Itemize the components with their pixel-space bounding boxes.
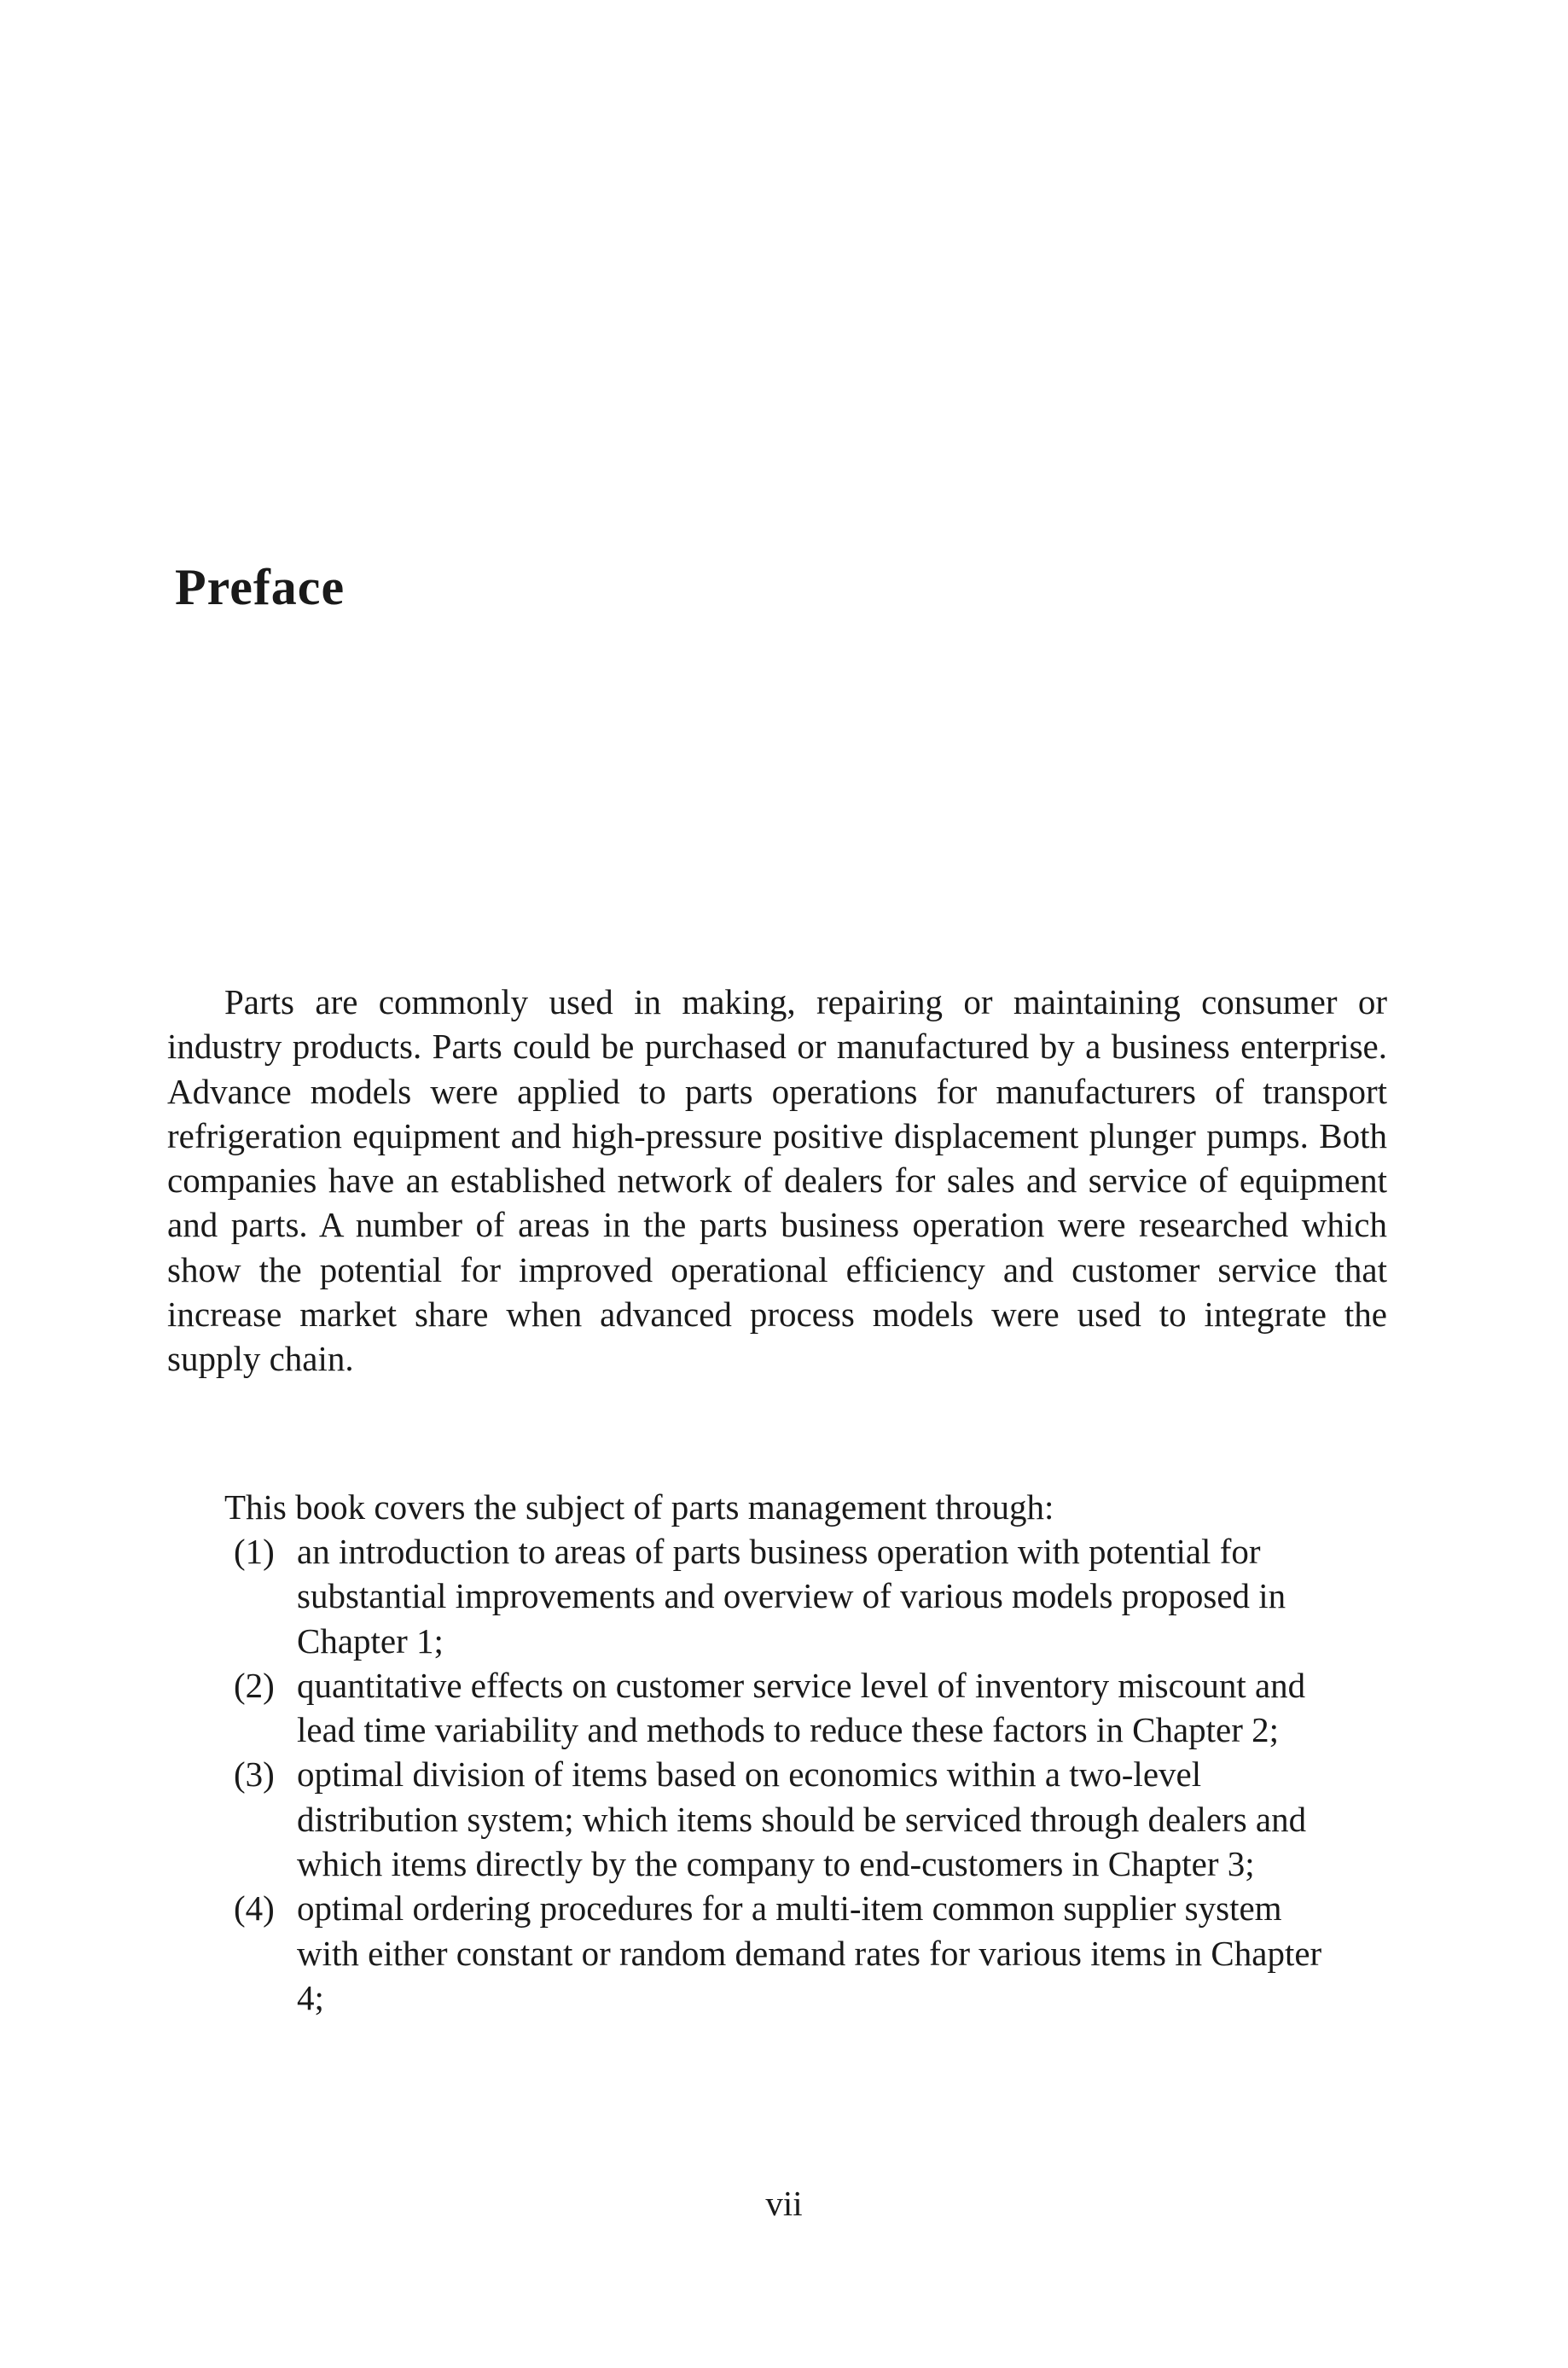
list-item — [167, 1529, 1387, 1663]
list-item-text: optimal division of items based on economics within a two-level distribution system; which items should be serviced through dealers and which items directly by the company to end-customers in Chapter 3; — [297, 1754, 1307, 1884]
list-item — [167, 1752, 1387, 1886]
list-item — [167, 1886, 1387, 2020]
list-intro: This book covers the subject of parts management through: — [224, 1487, 1054, 1527]
page-number: vii — [765, 2184, 803, 2223]
list-item-number: (1) — [234, 1532, 275, 1571]
list-item-text: quantitative effects on customer service level of inventory miscount and lead time variability and methods to reduce these factors in Chapter 2; — [297, 1665, 1306, 1750]
list-item — [167, 1663, 1387, 1753]
list-item-text: an introduction to areas of parts business operation with potential for substantial improvements and overview of various models proposed in Chapter 1; — [297, 1532, 1286, 1661]
topic-list — [167, 1529, 1387, 2020]
list-item-number: (3) — [234, 1754, 275, 1795]
list-item-text: optimal ordering procedures for a multi-item common supplier system with either constant or random demand rates for various items in Chapter 4; — [297, 1888, 1322, 2017]
page-title: Preface — [175, 559, 346, 615]
list-item-number: (2) — [234, 1665, 275, 1705]
list-item-number: (4) — [234, 1888, 275, 1929]
intro-paragraph: Parts are commonly used in making, repairing or maintaining consumer or industry products. Parts could be purchased or manufactured by a business enterprise. Advance models were applied to parts operations for manufacturers of transport refrigeration equipment and high-pressure positive displacement plunger pumps. Both companies have an established network of dealers for sales and service of equipment and parts. A number of areas in the parts business operation were researched which show the potential for improved operational efficiency and customer service that increase market share when advanced process models were used to integrate the supply chain. — [167, 982, 1387, 1379]
